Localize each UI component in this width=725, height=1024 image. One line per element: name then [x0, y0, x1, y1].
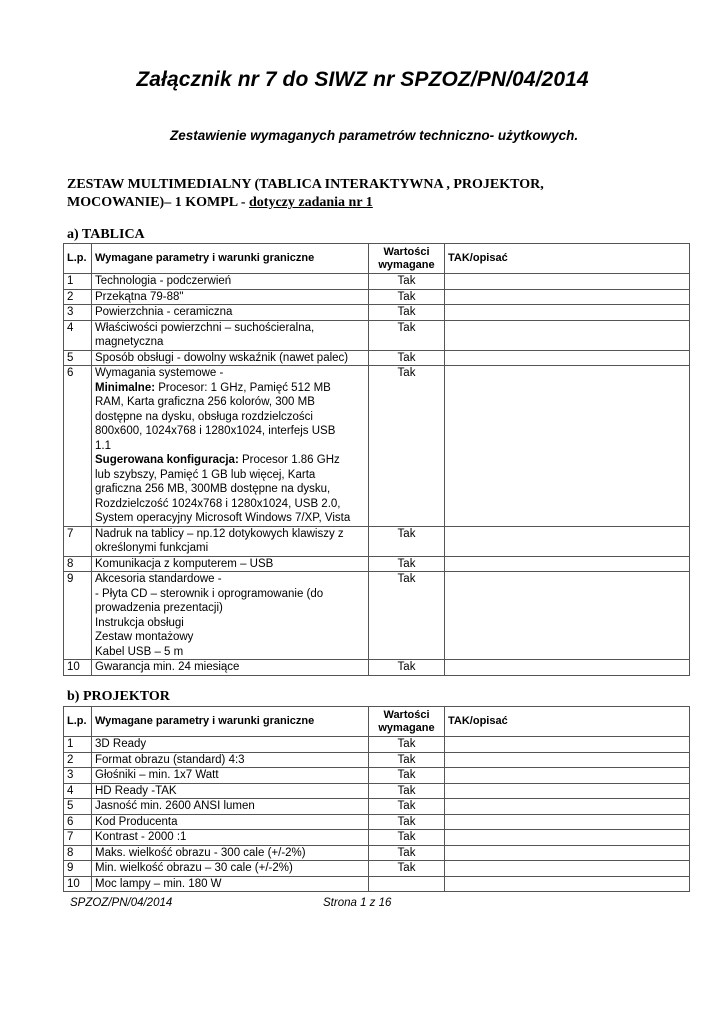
- row-value: Tak: [369, 572, 445, 660]
- row-answer-cell[interactable]: [445, 799, 690, 815]
- row-answer-cell[interactable]: [445, 289, 690, 305]
- table-row: [64, 366, 690, 527]
- row-answer-cell[interactable]: [445, 526, 690, 556]
- footer-doc-id: SPZOZ/PN/04/2014: [70, 897, 173, 909]
- row-lp: 8: [64, 845, 92, 861]
- set-heading-line2: [67, 194, 627, 212]
- header-params: Wymagane parametry i warunki graniczne: [92, 244, 369, 274]
- row-lp: 7: [64, 526, 92, 556]
- row-answer-cell[interactable]: [445, 861, 690, 877]
- row-lp: 8: [64, 556, 92, 572]
- row-lp: 7: [64, 830, 92, 846]
- table-row: [64, 320, 690, 350]
- row-lp: 3: [64, 768, 92, 784]
- row-value: Tak: [369, 289, 445, 305]
- row-lp: 10: [64, 660, 92, 676]
- table-row: [64, 861, 690, 877]
- row-lp: 10: [64, 876, 92, 892]
- row-param: Powierzchnia - ceramiczna: [92, 305, 369, 321]
- row-answer-cell[interactable]: [445, 572, 690, 660]
- row-param: 3D Ready: [92, 737, 369, 753]
- row-param: Gwarancja min. 24 miesiące: [92, 660, 369, 676]
- row-value: Tak: [369, 814, 445, 830]
- row-param: Właściwości powierzchni – suchościeralna, magnetyczna: [92, 320, 369, 350]
- row-answer-cell[interactable]: [445, 737, 690, 753]
- row-value: Tak: [369, 752, 445, 768]
- table-row: [64, 556, 690, 572]
- table-row: [64, 526, 690, 556]
- section-a-label: a) TABLICA: [67, 227, 145, 242]
- row-lp: 5: [64, 350, 92, 366]
- footer-page-number: Strona 1 z 16: [323, 897, 392, 909]
- task-reference: dotyczy zadania nr 1: [249, 195, 373, 210]
- row-value: Tak: [369, 320, 445, 350]
- row-lp: 1: [64, 737, 92, 753]
- header-values: Wartości wymagane: [369, 244, 445, 274]
- row-value: Tak: [369, 350, 445, 366]
- row-answer-cell[interactable]: [445, 350, 690, 366]
- row-lp: 4: [64, 320, 92, 350]
- row-value: Tak: [369, 274, 445, 290]
- row-answer-cell[interactable]: [445, 660, 690, 676]
- row-param: Maks. wielkość obrazu - 300 cale (+/-2%): [92, 845, 369, 861]
- row-answer-cell[interactable]: [445, 305, 690, 321]
- row-value: Tak: [369, 305, 445, 321]
- table-projektor: [63, 706, 690, 892]
- row-lp: 2: [64, 752, 92, 768]
- table-row: [64, 660, 690, 676]
- row-value: Tak: [369, 737, 445, 753]
- row-param: Min. wielkość obrazu – 30 cale (+/-2%): [92, 861, 369, 877]
- row-param: Wymagania systemowe - Minimalne: Procesor: 1 GHz, Pamięć 512 MB RAM, Karta graficzna 256 kolorów, 300 MB dostępne na dysku, obsługa rozdzielczości 800x600, 1024x768 i 1280x1024, interfejs USB 1.1 Sugerowana konfiguracja: Procesor 1.86 GHz lub szybszy, Pamięć 1 GB lub więcej, Karta graficzna 256 MB, 300MB dostępne na dysku, Rozdzielczość 1024x768 i 1280x1024, USB 2.0, System operacyjny Microsoft Windows 7/XP, Vista: [92, 366, 369, 527]
- row-param: Głośniki – min. 1x7 Watt: [92, 768, 369, 784]
- document-title: Załącznik nr 7 do SIWZ nr SPZOZ/PN/04/2014: [136, 68, 589, 91]
- table-row: [64, 768, 690, 784]
- table-row: [64, 350, 690, 366]
- header-lp: L.p.: [64, 244, 92, 274]
- row-param: Technologia - podczerwień: [92, 274, 369, 290]
- row-answer-cell[interactable]: [445, 830, 690, 846]
- row-value: Tak: [369, 861, 445, 877]
- row-lp: 1: [64, 274, 92, 290]
- set-heading: [67, 176, 627, 212]
- row-value: Tak: [369, 783, 445, 799]
- row-value: Tak: [369, 799, 445, 815]
- table-row: [64, 572, 690, 660]
- set-heading-prefix: MOCOWANIE)– 1 KOMPL -: [67, 195, 249, 210]
- header-tak-opisac: TAK/opisać: [445, 707, 690, 737]
- row-lp: 5: [64, 799, 92, 815]
- row-param: Format obrazu (standard) 4:3: [92, 752, 369, 768]
- table-row: [64, 845, 690, 861]
- table-tablica: [63, 243, 690, 676]
- row-lp: 9: [64, 572, 92, 660]
- row-lp: 6: [64, 366, 92, 527]
- row-answer-cell[interactable]: [445, 752, 690, 768]
- table-row: [64, 289, 690, 305]
- table-header-row: [64, 244, 690, 274]
- row-value: Tak: [369, 768, 445, 784]
- row-param: Sposób obsługi - dowolny wskaźnik (nawet palec): [92, 350, 369, 366]
- row-param: Moc lampy – min. 180 W: [92, 876, 369, 892]
- row-answer-cell[interactable]: [445, 768, 690, 784]
- row-value: Tak: [369, 845, 445, 861]
- document-subtitle: Zestawienie wymaganych parametrów techniczno- użytkowych.: [170, 128, 579, 143]
- set-heading-line1: ZESTAW MULTIMEDIALNY (TABLICA INTERAKTYWNA , PROJEKTOR,: [67, 177, 544, 192]
- row-param: Kontrast - 2000 :1: [92, 830, 369, 846]
- row-param: Akcesoria standardowe - - Płyta CD – sterownik i oprogramowanie (do prowadzenia prezentacji) Instrukcja obsługi Zestaw montażowy Kabel USB – 5 m: [92, 572, 369, 660]
- row-param: Przekątna 79-88": [92, 289, 369, 305]
- row-answer-cell[interactable]: [445, 556, 690, 572]
- row-value: Tak: [369, 366, 445, 527]
- table-row: [64, 274, 690, 290]
- header-tak-opisac: TAK/opisać: [445, 244, 690, 274]
- row-answer-cell[interactable]: [445, 814, 690, 830]
- row-answer-cell[interactable]: [445, 845, 690, 861]
- row-answer-cell[interactable]: [445, 366, 690, 527]
- table-row: [64, 814, 690, 830]
- minimal-label: Minimalne:: [95, 381, 156, 394]
- table-row: [64, 830, 690, 846]
- section-b-label: b) PROJEKTOR: [67, 689, 170, 704]
- row-value: Tak: [369, 526, 445, 556]
- table-row: [64, 752, 690, 768]
- row-lp: 3: [64, 305, 92, 321]
- table-row: [64, 305, 690, 321]
- row-param: HD Ready -TAK: [92, 783, 369, 799]
- row-lp: 4: [64, 783, 92, 799]
- row-param: Nadruk na tablicy – np.12 dotykowych klawiszy z określonymi funkcjami: [92, 526, 369, 556]
- recommended-label: Sugerowana konfiguracja:: [95, 454, 239, 466]
- row-param: Kod Producenta: [92, 814, 369, 830]
- header-lp: L.p.: [64, 707, 92, 737]
- row-lp: 2: [64, 289, 92, 305]
- row-lp: 9: [64, 861, 92, 877]
- row-lp: 6: [64, 814, 92, 830]
- row-answer-cell[interactable]: [445, 783, 690, 799]
- table-row: [64, 783, 690, 799]
- table-header-row: [64, 707, 690, 737]
- row-answer-cell[interactable]: [445, 876, 690, 892]
- row-answer-cell[interactable]: [445, 274, 690, 290]
- header-values: Wartości wymagane: [369, 707, 445, 737]
- table-row: [64, 799, 690, 815]
- row-param: Jasność min. 2600 ANSI lumen: [92, 799, 369, 815]
- row-value: [369, 876, 445, 892]
- row-param: Komunikacja z komputerem – USB: [92, 556, 369, 572]
- header-params: Wymagane parametry i warunki graniczne: [92, 707, 369, 737]
- table-row: [64, 737, 690, 753]
- row-value: Tak: [369, 830, 445, 846]
- row-value: Tak: [369, 556, 445, 572]
- row-value: Tak: [369, 660, 445, 676]
- table-row: [64, 876, 690, 892]
- row-answer-cell[interactable]: [445, 320, 690, 350]
